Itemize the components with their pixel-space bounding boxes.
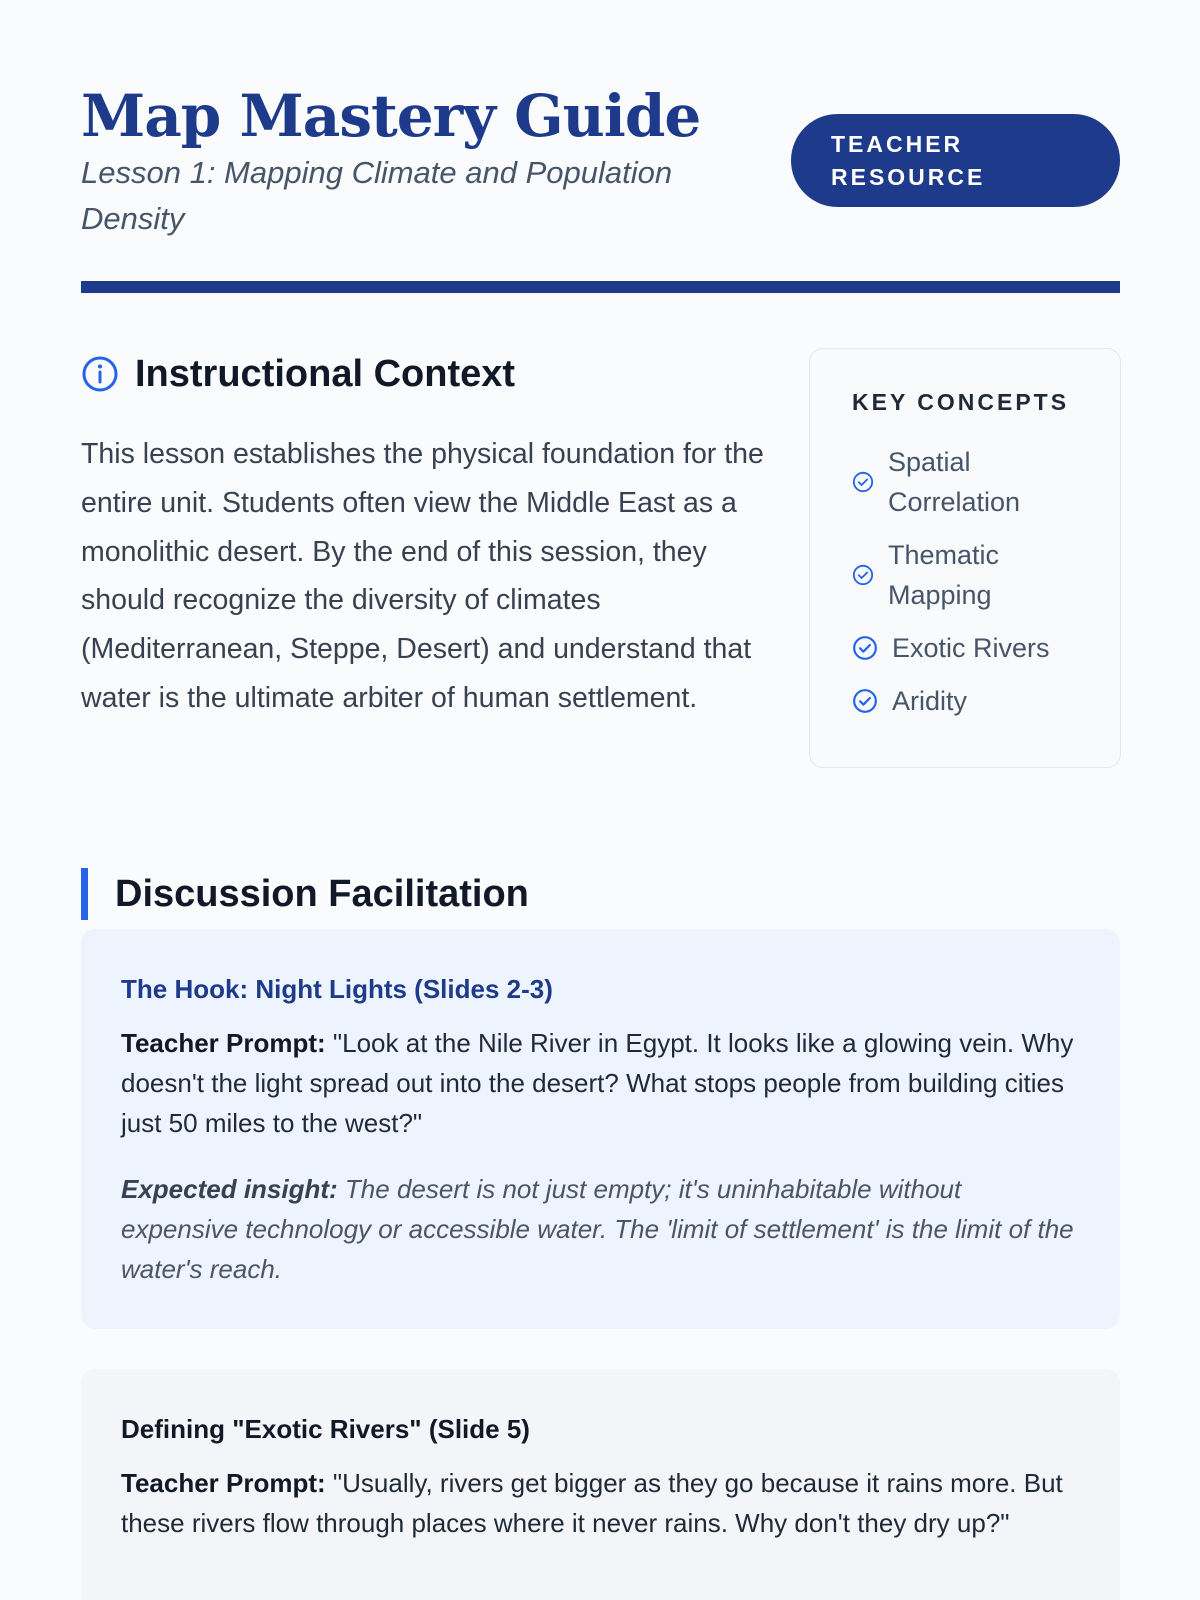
teacher-resource-badge[interactable]: TEACHER RESOURCE — [791, 114, 1120, 207]
instructional-context-heading-text: Instructional Context — [135, 353, 516, 395]
list-item — [852, 535, 1090, 615]
teacher-prompt-text: "Usually, rivers get bigger as they go because it rains more. But these rivers flow through places where it never rains. Why don't they dry up?" — [121, 1468, 1063, 1538]
page-title: Map Mastery Guide — [81, 82, 701, 150]
expected-insight-label: Expected insight: — [121, 1174, 338, 1204]
teacher-prompt — [121, 1023, 1080, 1143]
card-title: Defining "Exotic Rivers" (Slide 5) — [121, 1414, 530, 1444]
instructional-context-body: This lesson establishes the physical foundation for the entire unit. Students often view the Middle East as a monolithic desert. By the end of this session, they should recognize the diversity of climates (Mediterranean, Steppe, Desert) and understand that water is the ultimate arbiter of human settlement. — [81, 438, 764, 714]
key-concept-label: Spatial Correlation — [888, 447, 1021, 517]
discussion-facilitation-heading: Discussion Facilitation — [81, 868, 529, 920]
teacher-prompt-label: Teacher Prompt: — [121, 1028, 326, 1058]
expected-insight-text: The desert is not just empty; it's uninhabitable without expensive technology or accessible water. The 'limit of settlement' is the limit of the water's reach. — [121, 1174, 1074, 1284]
list-item — [852, 442, 1090, 522]
key-concept-label: Aridity — [892, 686, 968, 716]
teacher-prompt-label: Teacher Prompt: — [121, 1468, 326, 1498]
page-subtitle: Lesson 1: Mapping Climate and Population Density — [81, 155, 673, 236]
key-concept-label: Exotic Rivers — [892, 633, 1050, 663]
header-divider — [81, 281, 1120, 293]
key-concepts-panel — [809, 348, 1121, 768]
teacher-prompt-text: "Look at the Nile River in Egypt. It looks like a glowing vein. Why doesn't the light spread out into the desert? What stops people from building cities just 50 miles to the west?" — [121, 1028, 1074, 1138]
expected-insight — [121, 1169, 1080, 1289]
key-concepts-list — [852, 442, 1090, 721]
teacher-prompt — [121, 1463, 1080, 1543]
instructional-context-heading — [81, 348, 771, 400]
check-circle-icon — [852, 688, 878, 714]
key-concept-label: Thematic Mapping — [888, 540, 1000, 610]
check-circle-icon — [852, 635, 878, 661]
discussion-card-night-lights — [81, 929, 1120, 1329]
list-item — [852, 628, 1090, 668]
instructional-context-section — [81, 348, 771, 723]
discussion-card-exotic-rivers — [81, 1369, 1120, 1600]
card-title: The Hook: Night Lights (Slides 2-3) — [121, 974, 553, 1004]
check-circle-icon — [852, 471, 874, 493]
check-circle-icon — [852, 564, 874, 586]
key-concepts-title: KEY CONCEPTS — [852, 389, 1070, 415]
list-item — [852, 681, 1090, 721]
info-icon — [81, 355, 119, 393]
